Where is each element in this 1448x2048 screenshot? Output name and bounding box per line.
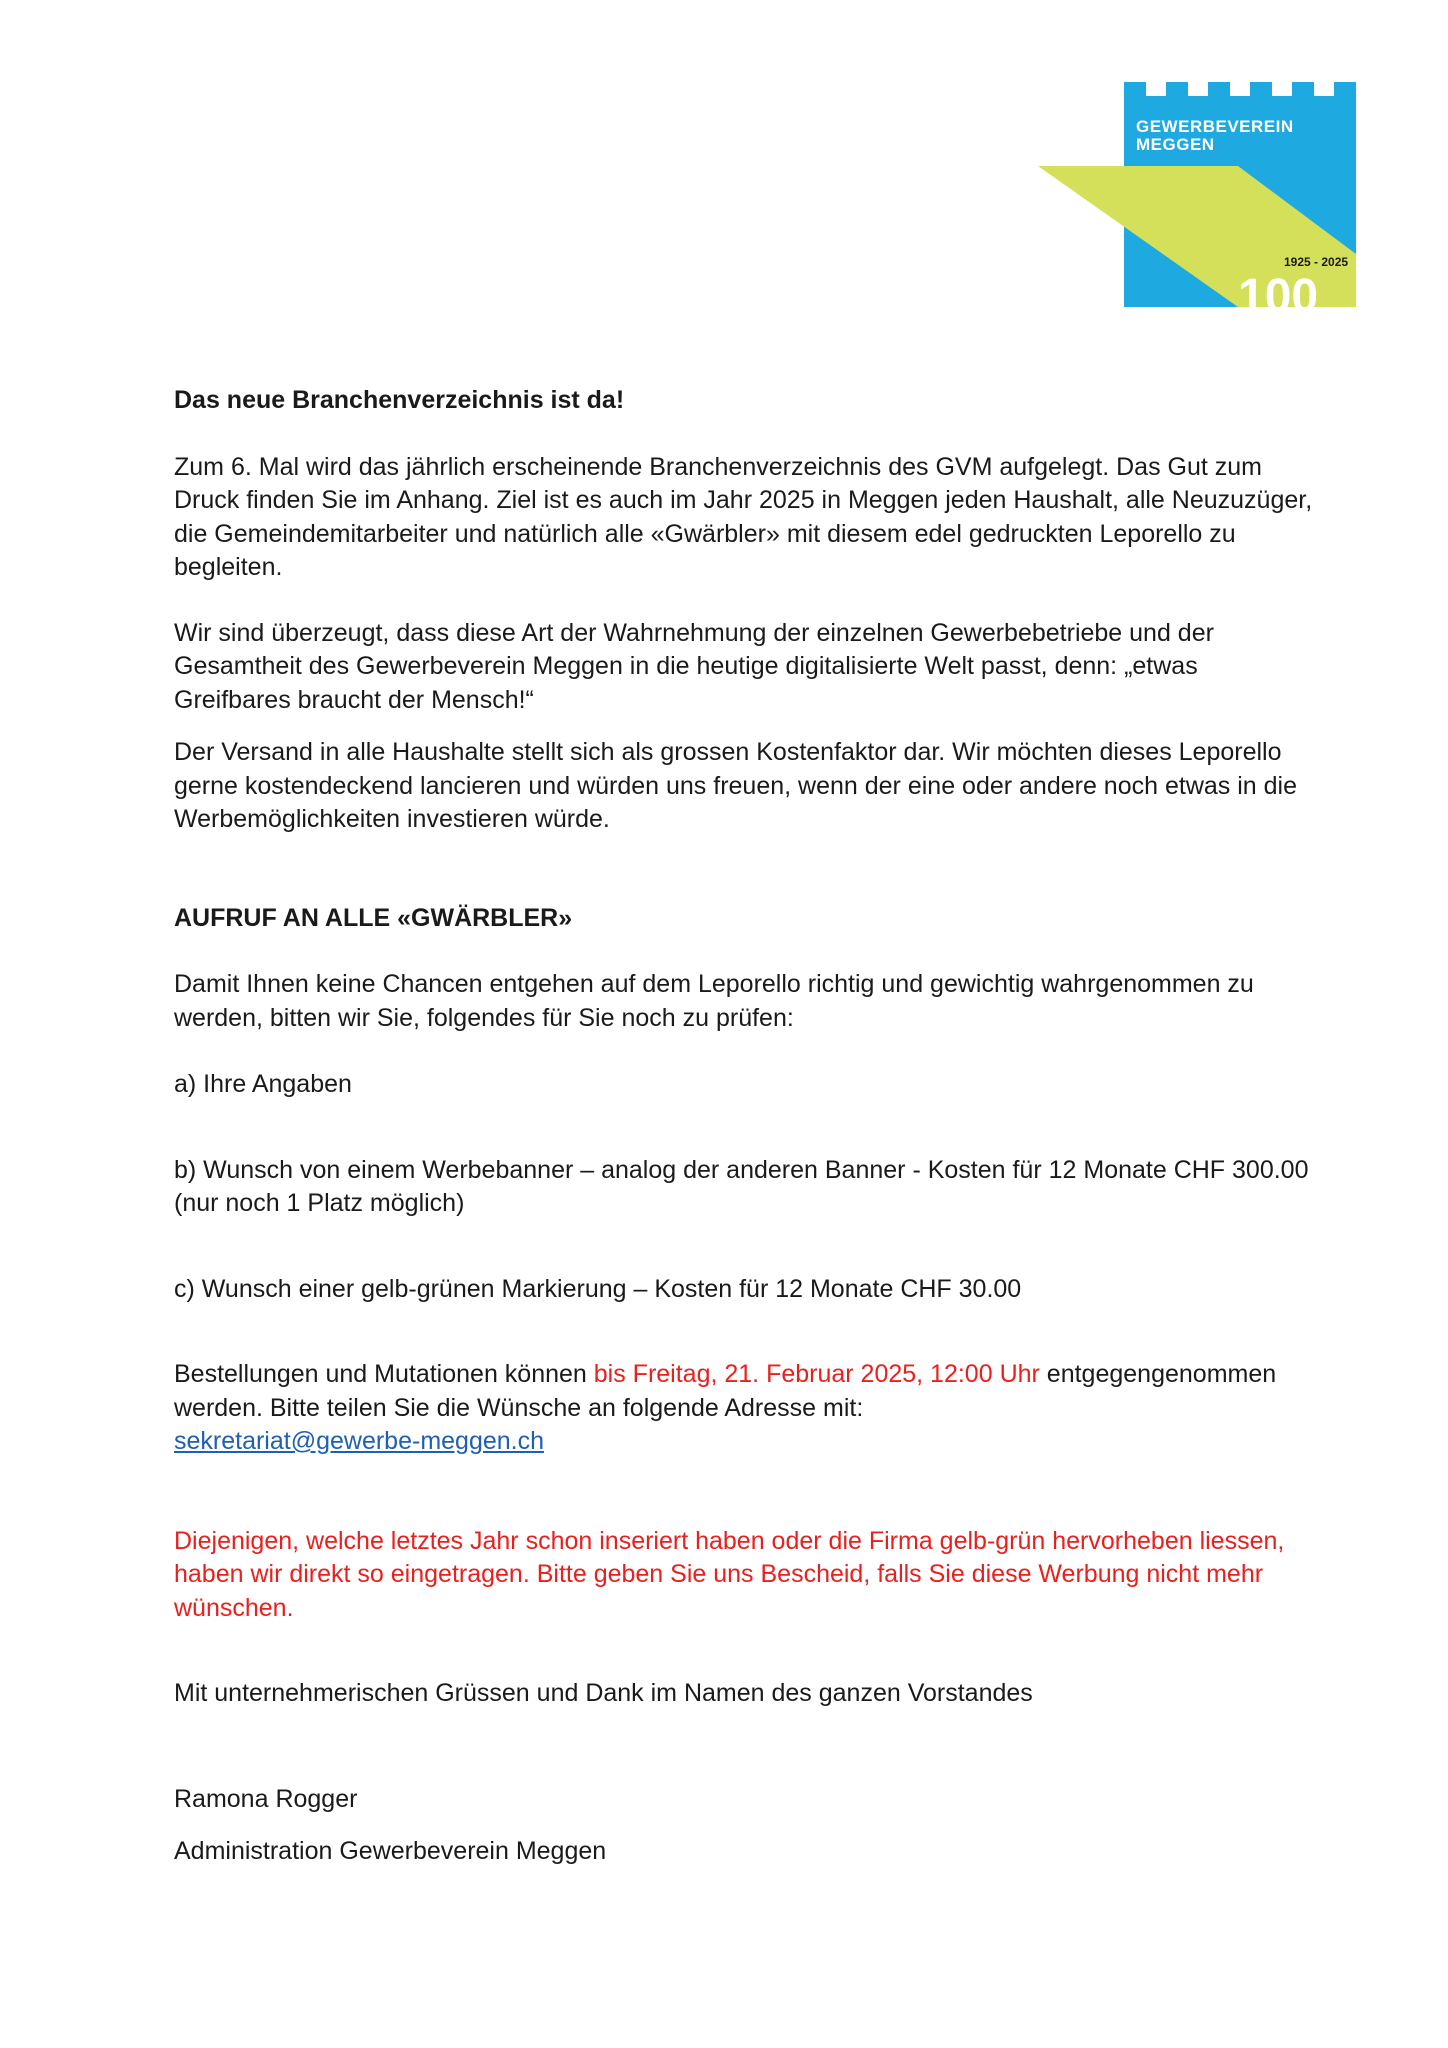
signer-name: Ramona Rogger <box>174 1784 358 1813</box>
page-title: Das neue Branchenverzeichnis ist da! <box>174 386 625 414</box>
gewerbeverein-meggen-logo <box>1038 82 1368 312</box>
paragraph-request: Damit Ihnen keine Chancen entgehen auf dem Leporello richtig und gewichtig wahrgenommen zu werden, bitten wir Sie, folgendes für Sie noch zu prüfen: <box>174 970 1254 1032</box>
list-item-c: c) Wunsch einer gelb-grünen Markierung – Kosten für 12 Monate CHF 30.00 <box>174 1274 1022 1303</box>
paragraph-shipping: Der Versand in alle Haushalte stellt sich als grossen Kostenfaktor dar. Wir möchten dieses Leporello gerne kostendeckend lancieren und würden uns freuen, wenn der eine oder andere noch etwas in die Werbemöglichkeiten investieren würde. <box>174 738 1297 833</box>
paragraph-notice: Diejenigen, welche letztes Jahr schon inseriert haben oder die Firma gelb-grün hervorheben liessen, haben wir direkt so eingetragen. Bitte geben Sie uns Bescheid, falls Sie diese Werbung nicht mehr wünschen. <box>174 1526 1285 1622</box>
list-item-a: a) Ihre Angaben <box>174 1070 352 1098</box>
logo-number: 100 <box>1238 270 1319 312</box>
orders-text-after: entgegengenommen werden. Bitte teilen Sie die Wünsche an folgende Adresse mit: <box>174 1360 1277 1422</box>
paragraph-conviction: Wir sind überzeugt, dass diese Art der Wahrnehmung der einzelnen Gewerbebetriebe und der Gesamtheit des Gewerbeverein Meggen in die heutige digitalisierte Welt passt, denn: „etwas Greifbares braucht der Mensch!“ <box>174 618 1214 714</box>
paragraph-orders <box>174 1358 1314 1459</box>
letter-body <box>174 384 1314 1869</box>
logo-years: 1925 - 2025 <box>1284 255 1349 269</box>
email-link[interactable]: sekretariat@gewerbe-meggen.ch <box>174 1427 545 1455</box>
orders-deadline: bis Freitag, 21. Februar 2025, 12:00 Uhr <box>593 1360 1040 1388</box>
paragraph-intro: Zum 6. Mal wird das jährlich erscheinende Branchenverzeichnis des GVM aufgelegt. Das Gut zum Druck finden Sie im Anhang. Ziel ist es auch im Jahr 2025 in Meggen jeden Haushalt, alle Neuzuzüger, die Gemeindemitarbeiter und natürlich alle «Gwärbler» mit diesem edel gedruckten Leporello zu begleiten. <box>174 452 1313 581</box>
logo-name-line1: GEWERBEVEREIN <box>1136 117 1294 136</box>
signer-title: Administration Gewerbeverein Meggen <box>174 1837 607 1865</box>
list-item-b: b) Wunsch von einem Werbebanner – analog der anderen Banner - Kosten für 12 Monate CHF 300.00 (nur noch 1 Platz möglich) <box>174 1155 1309 1217</box>
logo-name-line2: MEGGEN <box>1136 135 1215 154</box>
orders-text-before: Bestellungen und Mutationen können <box>174 1360 594 1388</box>
section-heading: AUFRUF AN ALLE «GWÄRBLER» <box>174 903 573 932</box>
closing-greeting: Mit unternehmerischen Grüssen und Dank im Namen des ganzen Vorstandes <box>174 1679 1033 1707</box>
